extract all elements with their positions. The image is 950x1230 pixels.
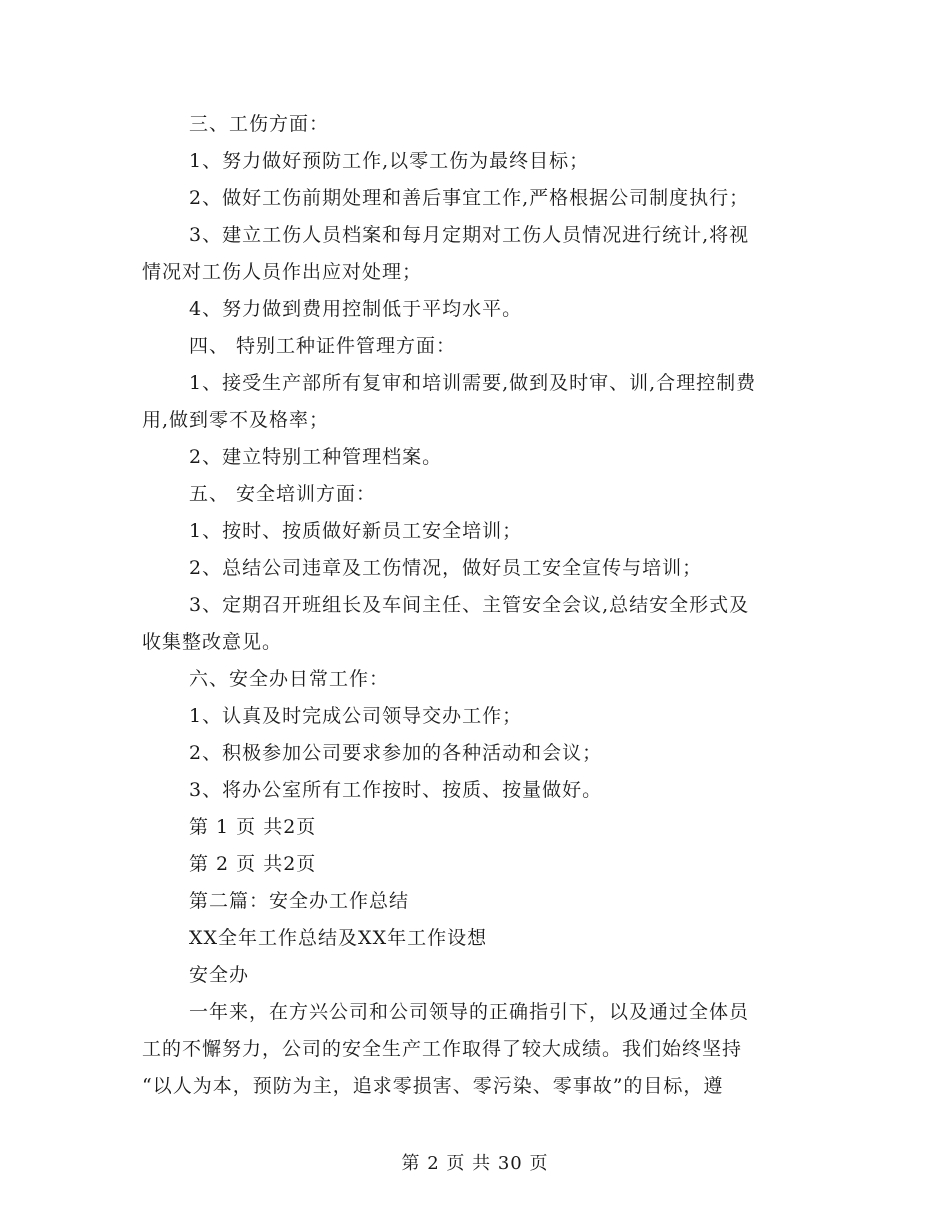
text-line: 2、总结公司违章及工伤情况，做好员工安全宣传与培训；: [189, 557, 703, 579]
text-line: 六、安全办日常工作：: [189, 668, 390, 690]
text-line: 4、努力做到费用控制低于平均水平。: [189, 298, 523, 320]
text-line: 2、积极参加公司要求参加的各种活动和会议；: [189, 742, 603, 764]
text-line: 2、做好工伤前期处理和善后事宜工作,严格根据公司制度执行；: [189, 187, 750, 209]
text-line: 三、工伤方面：: [189, 113, 330, 135]
text-line: 第 2 页 共2页: [189, 853, 317, 875]
text-line: 工的不懈努力，公司的安全生产工作取得了较大成绩。我们始终坚持: [142, 1038, 743, 1060]
text-line: 2、建立特别工种管理档案。: [189, 446, 443, 468]
text-line: XX全年工作总结及XX年工作设想: [189, 927, 488, 949]
text-line: 3、定期召开班组长及车间主任、主管安全会议,总结安全形式及: [189, 594, 750, 616]
text-line: 五、 安全培训方面：: [189, 483, 377, 505]
text-line: 四、 特别工种证件管理方面：: [189, 335, 457, 357]
text-line: 3、将办公室所有工作按时、按质、按量做好。: [189, 779, 603, 801]
text-line: 安全办: [189, 964, 250, 986]
text-line: 用,做到零不及格率；: [142, 409, 330, 431]
text-line: “以人为本，预防为主，追求零损害、零污染、零事故”的目标，遵: [142, 1075, 724, 1097]
text-line: 一年来，在方兴公司和公司领导的正确指引下，以及通过全体员: [189, 1001, 750, 1023]
text-line: 3、建立工伤人员档案和每月定期对工伤人员情况进行统计,将视: [189, 224, 750, 246]
text-line: 收集整改意见。: [142, 631, 283, 653]
text-line: 第 1 页 共2页: [189, 816, 317, 838]
text-line: 第二篇：安全办工作总结: [189, 890, 410, 912]
text-line: 1、按时、按质做好新员工安全培训；: [189, 520, 523, 542]
document-body: [142, 106, 810, 1105]
text-line: 1、努力做好预防工作,以零工伤为最终目标；: [189, 150, 590, 172]
page-footer: 第 2 页 共 30 页: [401, 1153, 549, 1174]
text-line: 情况对工伤人员作出应对处理；: [142, 261, 423, 283]
text-line: 1、接受生产部所有复审和培训需要,做到及时审、训,合理控制费: [189, 372, 757, 394]
text-line: 1、认真及时完成公司领导交办工作；: [189, 705, 523, 727]
